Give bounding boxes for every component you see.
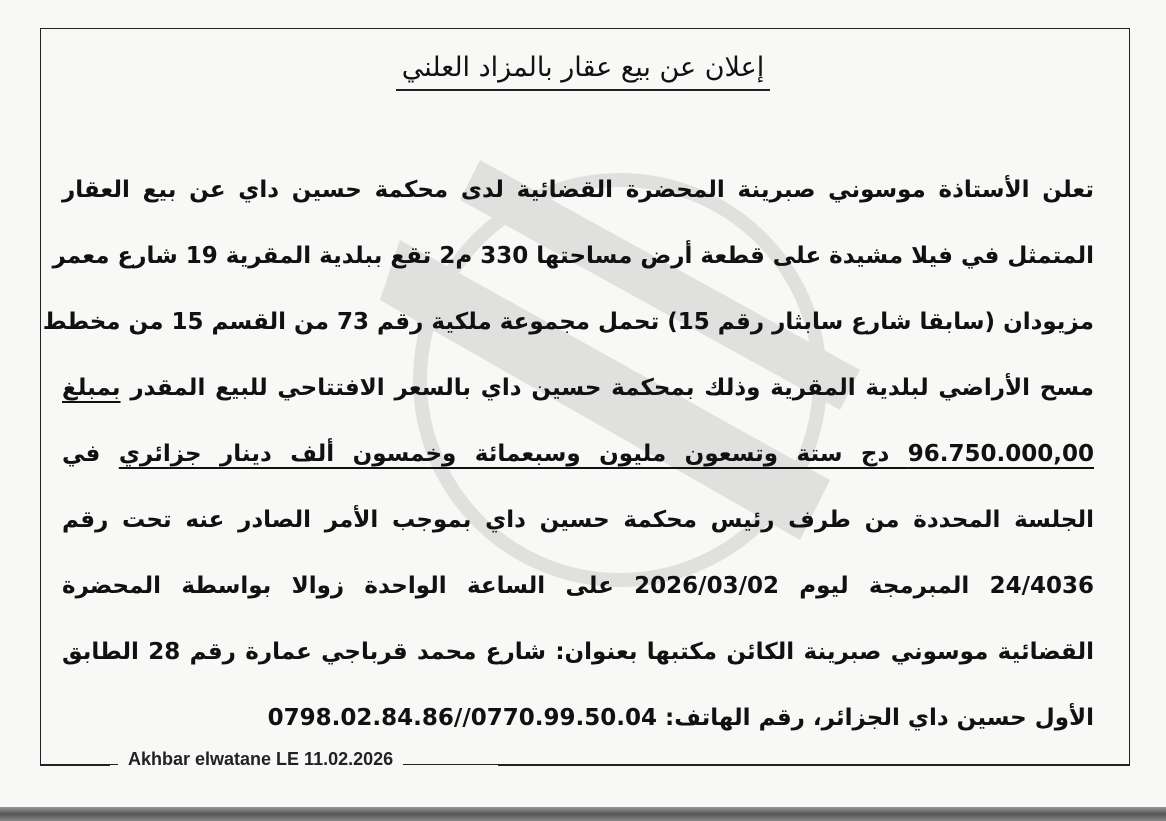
source-footer: Akhbar elwatane LE 11.02.2026 (118, 749, 403, 770)
notice-line-6: الجلسة المحددة من طرف رئيس محكمة حسين داي بموجب الأمر الصادر عنه تحت رقم (62, 507, 1094, 533)
notice-title-text: إعلان عن بيع عقار بالمزاد العلني (396, 52, 771, 91)
notice-line-1: تعلن الأستاذة موسوني صبرينة المحضرة القضائية لدى محكمة حسين داي عن بيع العقار (62, 177, 1094, 203)
notice-amount-line (62, 421, 1094, 487)
amount-trailing-word: في (62, 441, 101, 467)
amount-label: بمبلغ (62, 375, 121, 401)
notice-line-4-text: مسح الأراضي لبلدية المقرية وذلك بمحكمة حسين داي بالسعر الافتتاحي للبيع المقدر (130, 375, 1094, 401)
notice-body (42, 157, 1095, 751)
bottom-border-bar (0, 807, 1166, 821)
notice-title (0, 52, 1166, 91)
notice-line-8: القضائية موسوني صبرينة الكائن مكتبها بعنوان: شارع محمد قرباجي عمارة رقم 28 الطابق (62, 639, 1094, 665)
notice-line-7: 24/4036 المبرمجة ليوم 2026/03/02 على الساعة الواحدة زوالا بواسطة المحضرة (62, 573, 1094, 599)
sale-amount: 96.750.000,00 دج ستة وتسعون مليون وسبعمائة وخمسون ألف دينار جزائري (118, 441, 1095, 467)
footer-rule-left (40, 764, 110, 766)
notice-line-3: مزيودان (سابقا شارع سابثار رقم 15) تحمل مجموعة ملكية رقم 73 من القسم 15 من مخطط (42, 309, 1094, 335)
notice-line-2: المتمثل في فيلا مشيدة على قطعة أرض مساحتها 330 م2 تقع ببلدية المقرية 19 شارع معمر (52, 243, 1094, 269)
notice-line-4 (62, 355, 1094, 421)
notice-line-9: الأول حسين داي الجزائر، رقم الهاتف: 0770.99.50.04//0798.02.84.86 (267, 705, 1094, 731)
footer-rule-right (498, 764, 1130, 766)
